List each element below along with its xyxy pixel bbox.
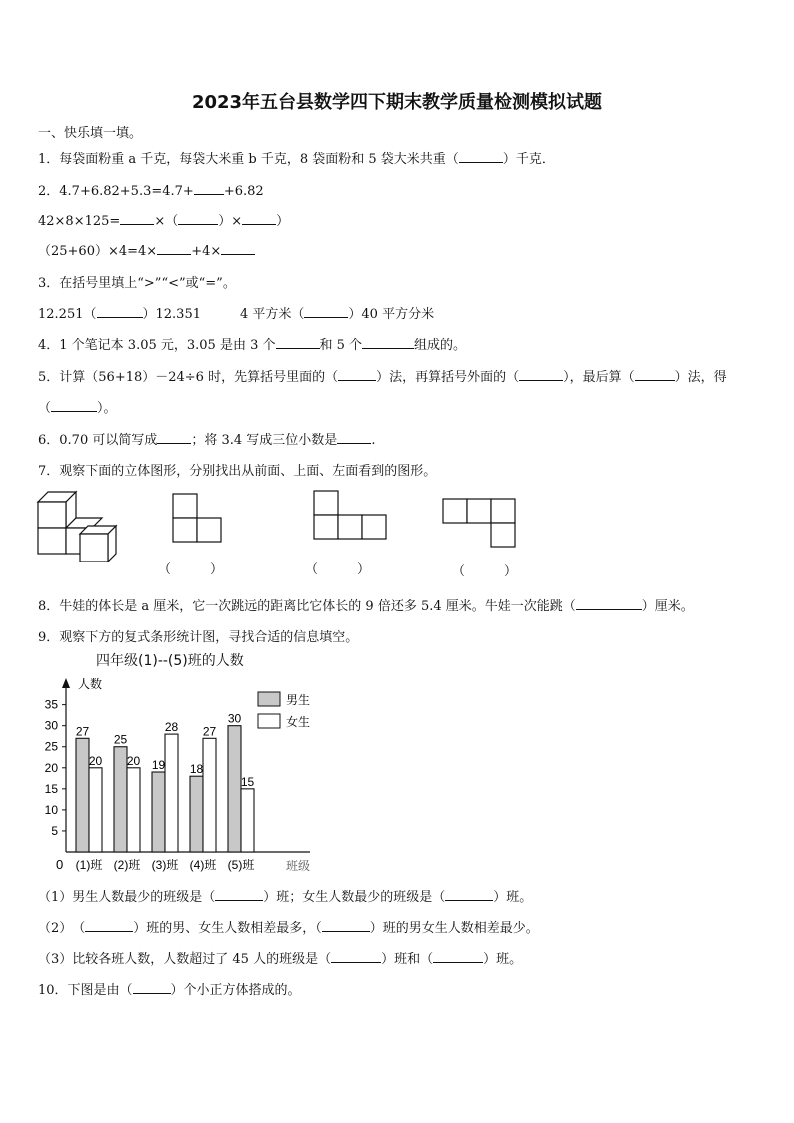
q9-2-text: （2） （ — [38, 921, 86, 936]
question-10 — [38, 979, 301, 998]
bar — [89, 768, 102, 852]
q6-blank-2[interactable] — [337, 431, 371, 444]
question-1 — [38, 148, 555, 167]
question-3-a — [38, 303, 201, 322]
q8-blank[interactable] — [576, 597, 642, 610]
q10-text: 10．下图是由（ — [38, 983, 133, 998]
q2-blank-5[interactable] — [157, 242, 191, 255]
q3b-text-end: ）40 平方分米 — [348, 307, 435, 322]
bar-chart — [36, 672, 336, 880]
q4-blank-2[interactable] — [362, 336, 414, 349]
bar — [76, 738, 89, 852]
section-heading: 一、快乐填一填。 — [38, 126, 143, 141]
q9-2-end: ）班的男女生人数相差最少。 — [369, 921, 539, 936]
question-9-3 — [38, 948, 522, 967]
question-2-line-1 — [38, 180, 264, 199]
bar — [127, 768, 140, 852]
question-3: 3．在括号里填上“>”“<”或“=”。 — [38, 276, 236, 291]
question-8 — [38, 595, 694, 614]
q6-mid: ；将 3.4 写成三位小数是 — [191, 433, 338, 448]
q9-3-blank-2[interactable] — [433, 950, 483, 963]
q9-2-mid: ）班的男、女生人数相差最多，（ — [133, 921, 322, 936]
q6-end: . — [371, 433, 376, 448]
data-label: 20 — [88, 753, 103, 768]
q1-text: 1．每袋面粉重 a 千克，每袋大米重 b 千克，8 袋面粉和 5 袋大米共重（ — [38, 152, 459, 167]
q2-text-end: +6.82 — [223, 184, 264, 199]
q9-2-blank-2[interactable] — [322, 919, 370, 932]
q5-text-3: ），最后算（ — [563, 370, 635, 385]
q9-2-blank-1[interactable] — [85, 919, 133, 932]
data-label: 15 — [240, 774, 255, 789]
legend-swatch — [258, 692, 280, 706]
q5-text-2: ）法，再算括号外面的（ — [376, 370, 520, 385]
x-tick-label: (4)班 — [189, 858, 217, 872]
q7-answer-3[interactable]: （ ） — [452, 564, 518, 579]
data-label: 27 — [75, 724, 90, 739]
q1-text-end: ）千克． — [502, 152, 555, 167]
q9-3-end: ）班。 — [483, 952, 523, 967]
view-shape-2 — [313, 490, 389, 542]
q5-blank-3[interactable] — [635, 368, 675, 381]
bar — [114, 747, 127, 852]
data-label: 19 — [151, 758, 166, 772]
q5-blank-1[interactable] — [338, 368, 376, 381]
data-label: 30 — [227, 711, 242, 726]
q2-l2-close: ） — [276, 214, 290, 229]
question-2-line-3 — [38, 240, 255, 259]
data-label: 18 — [189, 762, 204, 777]
question-5-line-2 — [38, 397, 117, 416]
q5-blank-4[interactable] — [51, 399, 97, 412]
x-tick-label: (5)班 — [227, 858, 255, 872]
q10-blank[interactable] — [133, 981, 171, 994]
data-label: 27 — [202, 724, 217, 739]
question-5 — [38, 366, 727, 385]
q5-l2-close: ）。 — [97, 401, 117, 416]
q9-3-blank-1[interactable] — [331, 950, 381, 963]
y-tick-label: 15 — [44, 781, 58, 796]
q3a-blank[interactable] — [97, 305, 143, 318]
q2-blank-6[interactable] — [221, 242, 255, 255]
question-9-1 — [38, 886, 532, 905]
q9-1-text: （1）男生人数最少的班级是（ — [38, 890, 216, 905]
question-9: 9．观察下方的复式条形统计图，寻找合适的信息填空。 — [38, 630, 359, 645]
q5-l2-open: （ — [38, 401, 52, 416]
y-tick-label: 30 — [44, 718, 58, 733]
y-axis-arrow — [62, 678, 70, 688]
legend-swatch — [258, 714, 280, 728]
question-7: 7．观察下面的立体图形，分别找出从前面、上面、左面看到的图形。 — [38, 464, 437, 479]
q2-blank-2[interactable] — [120, 212, 154, 225]
cube-stack-figure — [36, 490, 126, 562]
q4-blank-1[interactable] — [276, 336, 320, 349]
q9-1-mid: ）班；女生人数最少的班级是（ — [263, 890, 446, 905]
q2-blank-1[interactable] — [194, 182, 224, 195]
q8-end: ）厘米。 — [641, 599, 694, 614]
bar — [241, 789, 254, 852]
origin-label: 0 — [56, 857, 64, 872]
y-tick-label: 10 — [44, 802, 58, 817]
y-tick-label: 35 — [44, 697, 58, 712]
x-tick-label: (3)班 — [151, 858, 179, 872]
q8-text: 8．牛娃的体长是 a 厘米，它一次跳远的距离比它体长的 9 倍还多 5.4 厘米。牛娃一次能跳（ — [38, 599, 576, 614]
q2-l2-text: 42×8×125= — [38, 214, 121, 229]
bar — [203, 738, 216, 852]
q2-blank-4[interactable] — [242, 212, 276, 225]
question-4 — [38, 334, 466, 353]
q1-blank[interactable] — [459, 150, 503, 163]
y-tick-label: 20 — [44, 760, 58, 775]
view-shape-1 — [172, 493, 224, 545]
x-axis-label: 班级 — [286, 859, 311, 873]
question-6 — [38, 429, 375, 448]
question-2-line-2 — [38, 210, 289, 229]
x-tick-label: (2)班 — [113, 858, 141, 872]
view-shape-3 — [442, 498, 520, 550]
q7-answer-1[interactable]: （ ） — [158, 562, 224, 577]
y-tick-label: 5 — [51, 823, 58, 838]
q9-1-blank-1[interactable] — [215, 888, 263, 901]
q4-mid: 和 5 个 — [319, 338, 363, 353]
data-label: 28 — [164, 720, 179, 735]
q2-l2-mid2: ）× — [218, 214, 243, 229]
bar — [152, 772, 165, 852]
q3a-text-end: ）12.351 — [142, 307, 201, 322]
q2-l3-mid: +4× — [191, 244, 222, 259]
q7-answer-2[interactable]: （ ） — [305, 562, 371, 577]
q2-l2-mid1: ×（ — [154, 214, 179, 229]
q6-blank-1[interactable] — [157, 431, 191, 444]
q2-l3-text: （25+60）×4=4× — [38, 244, 158, 259]
q2-text: 2．4.7+6.82+5.3=4.7+ — [38, 184, 194, 199]
q9-1-blank-2[interactable] — [445, 888, 493, 901]
q6-text: 6．0.70 可以简写成 — [38, 433, 158, 448]
bar — [190, 776, 203, 852]
page-title: 2023年五台县数学四下期末教学质量检测模拟试题 — [191, 92, 603, 113]
legend-label: 男生 — [286, 693, 311, 707]
bar — [228, 726, 241, 852]
bar — [165, 734, 178, 852]
legend-label: 女生 — [286, 715, 311, 729]
chart-title: 四年级(1)--(5)班的人数 — [96, 653, 244, 669]
q5-text-1: 5．计算（56+18）－24÷6 时，先算括号里面的（ — [38, 370, 339, 385]
q9-1-end: ）班。 — [493, 890, 533, 905]
data-label: 20 — [126, 753, 141, 768]
q10-end: ）个小正方体搭成的。 — [170, 983, 301, 998]
x-tick-label: (1)班 — [75, 858, 103, 872]
q3b-text: 4 平方米（ — [240, 307, 305, 322]
q9-3-mid: ）班和（ — [381, 952, 434, 967]
q9-3-text: （3）比较各班人数，人数超过了 45 人的班级是（ — [38, 952, 332, 967]
question-3-b — [240, 303, 434, 322]
q4-end: 组成的。 — [414, 338, 467, 353]
data-label: 25 — [113, 732, 128, 747]
q3a-text: 12.251（ — [38, 307, 97, 322]
q4-text: 4．1 个笔记本 3.05 元，3.05 是由 3 个 — [38, 338, 276, 353]
question-9-2 — [38, 917, 539, 936]
q3b-blank[interactable] — [304, 305, 348, 318]
y-axis-label: 人数 — [78, 677, 103, 691]
q5-blank-2[interactable] — [519, 368, 563, 381]
y-tick-label: 25 — [44, 739, 58, 754]
q5-text-4: ）法，得 — [674, 370, 727, 385]
q2-blank-3[interactable] — [178, 212, 218, 225]
